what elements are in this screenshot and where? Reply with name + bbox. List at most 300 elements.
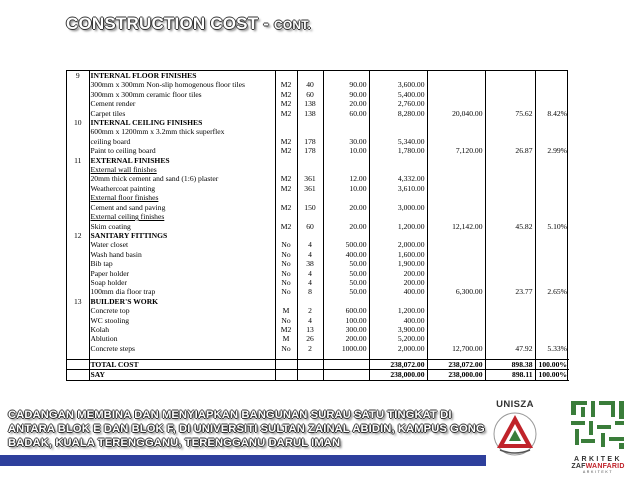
say-row bbox=[67, 370, 569, 380]
cell-pct bbox=[535, 118, 569, 127]
cell-sub bbox=[427, 231, 485, 240]
cell-desc: External floor finishes bbox=[89, 193, 275, 202]
table-row bbox=[67, 109, 569, 118]
table-row bbox=[67, 71, 569, 80]
table-row bbox=[67, 306, 569, 315]
cell-pct bbox=[535, 334, 569, 343]
cell-sub: 12,142.00 bbox=[427, 222, 485, 231]
table-row bbox=[67, 325, 569, 334]
cell-amt: 5,340.00 bbox=[369, 137, 427, 146]
cell-no bbox=[67, 344, 89, 353]
unisza-emblem-icon bbox=[490, 410, 540, 458]
cell-amt: 1,900.00 bbox=[369, 259, 427, 268]
cell-unit: M2 bbox=[275, 325, 297, 334]
cell-unit: No bbox=[275, 240, 297, 249]
cell-desc: TOTAL COST bbox=[89, 359, 275, 369]
cell-sub bbox=[427, 193, 485, 202]
cell-no bbox=[67, 137, 89, 146]
cell-unit: M2 bbox=[275, 137, 297, 146]
table-row bbox=[67, 222, 569, 231]
cell-psm bbox=[485, 231, 535, 240]
cell-qty bbox=[297, 156, 323, 165]
cell-desc: Cement render bbox=[89, 99, 275, 108]
cell-pct: 5.33% bbox=[535, 344, 569, 353]
cell-unit bbox=[275, 118, 297, 127]
cell-unit: M2 bbox=[275, 80, 297, 89]
cell-pct bbox=[535, 193, 569, 202]
cell-sub bbox=[427, 334, 485, 343]
cell-no bbox=[67, 99, 89, 108]
cell-unit bbox=[275, 297, 297, 306]
cell-psm: 45.82 bbox=[485, 222, 535, 231]
cell-rate: 60.00 bbox=[323, 109, 369, 118]
cell-sub bbox=[427, 80, 485, 89]
cell-unit: M2 bbox=[275, 90, 297, 99]
arkitek-logo-top: ARKITEK bbox=[574, 456, 622, 463]
cell-qty bbox=[297, 297, 323, 306]
cell-desc: Paper holder bbox=[89, 269, 275, 278]
cell-qty: 4 bbox=[297, 240, 323, 249]
cell-rate: 50.00 bbox=[323, 259, 369, 268]
cell-psm bbox=[485, 240, 535, 249]
cell-no: 11 bbox=[74, 155, 82, 165]
cell-desc: External wall finishes bbox=[89, 165, 275, 174]
cell-qty: 2 bbox=[297, 344, 323, 353]
footer-bar bbox=[0, 455, 486, 466]
cell-desc: 100mm dia floor trap bbox=[89, 287, 275, 296]
cell-qty bbox=[297, 359, 323, 369]
cell-rate: 400.00 bbox=[323, 250, 369, 259]
title-sep: - bbox=[258, 14, 275, 33]
cell-amt bbox=[369, 231, 427, 240]
cell-psm: 23.77 bbox=[485, 287, 535, 296]
cell-unit bbox=[275, 127, 297, 136]
cell-amt bbox=[369, 193, 427, 202]
cell-qty: 2 bbox=[297, 306, 323, 315]
cell-qty: 8 bbox=[297, 287, 323, 296]
cell-desc: Soap holder bbox=[89, 278, 275, 287]
cell-no bbox=[67, 80, 89, 89]
cell-pct: 100.00% bbox=[535, 370, 569, 380]
cell-unit: M bbox=[275, 334, 297, 343]
cell-psm: 898.38 bbox=[485, 359, 535, 369]
title-cont: CONT. bbox=[274, 18, 312, 32]
cell-desc: INTERNAL FLOOR FINISHES bbox=[89, 71, 275, 80]
cell-no: 9 bbox=[75, 71, 80, 80]
cell-pct bbox=[535, 297, 569, 306]
cell-sub bbox=[427, 325, 485, 334]
cell-unit: No bbox=[275, 259, 297, 268]
cell-sub bbox=[427, 259, 485, 268]
cell-psm bbox=[485, 278, 535, 287]
cell-amt: 8,280.00 bbox=[369, 109, 427, 118]
table-row bbox=[67, 259, 569, 268]
cell-rate: 12.00 bbox=[323, 174, 369, 183]
project-title bbox=[8, 408, 485, 450]
cell-pct bbox=[535, 250, 569, 259]
cell-psm: 47.92 bbox=[485, 344, 535, 353]
cell-rate: 20.00 bbox=[323, 99, 369, 108]
cell-rate bbox=[323, 165, 369, 174]
cell-qty: 4 bbox=[297, 316, 323, 325]
cell-desc: Bib tap bbox=[89, 259, 275, 268]
table-row bbox=[67, 231, 569, 240]
cell-no bbox=[67, 306, 89, 315]
cell-sub: 238,072.00 bbox=[427, 359, 485, 369]
cell-amt: 3,900.00 bbox=[369, 325, 427, 334]
cell-rate: 1000.00 bbox=[323, 344, 369, 353]
arkitek-name-b: WANFARID bbox=[585, 463, 625, 470]
cell-sub bbox=[427, 297, 485, 306]
arkitek-logo-sub: ARKITEKT bbox=[582, 470, 614, 474]
project-title-line: BADAK, KUALA TERENGGANU, TERENGGANU DARUL IMAN bbox=[8, 437, 341, 449]
cell-sub bbox=[427, 71, 485, 80]
cell-pct bbox=[535, 137, 569, 146]
project-title-line: ANTARA BLOK E DAN BLOK F, DI UNIVERSITI SULTAN ZAINAL ABIDIN, KAMPUS GONG bbox=[8, 423, 485, 435]
cell-rate: 500.00 bbox=[323, 240, 369, 249]
table-row bbox=[67, 118, 569, 127]
cell-sub bbox=[427, 316, 485, 325]
cell-qty: 40 bbox=[297, 80, 323, 89]
cell-sub bbox=[427, 156, 485, 165]
cell-unit: M2 bbox=[275, 174, 297, 183]
cell-desc: Cement and sand paving bbox=[89, 203, 275, 212]
cell-desc: Wash hand basin bbox=[89, 250, 275, 259]
cell-rate: 20.00 bbox=[323, 222, 369, 231]
cell-desc: ceiling board bbox=[89, 137, 275, 146]
cell-pct: 2.65% bbox=[535, 287, 569, 296]
cell-sub bbox=[427, 203, 485, 212]
cell-rate: 600.00 bbox=[323, 306, 369, 315]
cell-sub bbox=[427, 278, 485, 287]
cell-rate bbox=[323, 193, 369, 202]
cell-qty bbox=[297, 127, 323, 136]
cell-amt: 4,332.00 bbox=[369, 174, 427, 183]
cell-qty: 4 bbox=[297, 269, 323, 278]
cell-no bbox=[67, 325, 89, 334]
cell-pct bbox=[535, 203, 569, 212]
cell-psm: 898.11 bbox=[485, 370, 535, 380]
cell-psm bbox=[485, 99, 535, 108]
cell-amt: 1,780.00 bbox=[369, 146, 427, 155]
cell-pct bbox=[535, 184, 569, 193]
cell-pct bbox=[535, 269, 569, 278]
cell-no bbox=[67, 269, 89, 278]
cell-psm bbox=[485, 127, 535, 136]
table-row bbox=[67, 203, 569, 212]
cell-rate: 50.00 bbox=[323, 278, 369, 287]
cell-rate: 50.00 bbox=[323, 287, 369, 296]
cell-no bbox=[67, 127, 89, 136]
table-row bbox=[67, 184, 569, 193]
cell-desc: Kolah bbox=[89, 325, 275, 334]
cell-desc: 300mm x 300mm Non-slip homogenous floor tiles bbox=[89, 80, 275, 89]
cell-psm bbox=[485, 269, 535, 278]
table-row bbox=[67, 127, 569, 136]
table-row bbox=[67, 316, 569, 325]
table-row bbox=[67, 80, 569, 89]
cell-rate: 90.00 bbox=[323, 80, 369, 89]
cell-sub bbox=[427, 306, 485, 315]
cell-no bbox=[67, 184, 89, 193]
cell-amt: 200.00 bbox=[369, 278, 427, 287]
cell-sub bbox=[427, 90, 485, 99]
cell-amt bbox=[369, 118, 427, 127]
cell-unit bbox=[275, 212, 297, 221]
cell-psm bbox=[485, 212, 535, 221]
cell-unit bbox=[275, 231, 297, 240]
cell-desc: Skim coating bbox=[89, 222, 275, 231]
cell-amt: 2,760.00 bbox=[369, 99, 427, 108]
cell-desc: EXTERNAL FINISHES bbox=[89, 156, 275, 165]
cell-no: 12 bbox=[73, 230, 82, 240]
cell-no bbox=[67, 240, 89, 249]
cell-psm bbox=[485, 193, 535, 202]
cell-no: 10 bbox=[73, 118, 82, 128]
cell-qty: 178 bbox=[297, 146, 323, 155]
cell-no bbox=[67, 212, 89, 221]
cell-desc: SANITARY FITTINGS bbox=[89, 231, 275, 240]
cell-pct: 5.10% bbox=[535, 222, 569, 231]
cell-sub: 12,700.00 bbox=[427, 344, 485, 353]
cell-rate bbox=[323, 127, 369, 136]
cell-sub bbox=[427, 99, 485, 108]
cell-amt: 5,200.00 bbox=[369, 334, 427, 343]
cell-pct bbox=[535, 156, 569, 165]
cell-qty: 138 bbox=[297, 99, 323, 108]
cell-rate bbox=[323, 297, 369, 306]
cell-pct: 2.99% bbox=[535, 146, 569, 155]
cell-qty: 361 bbox=[297, 174, 323, 183]
cell-psm bbox=[485, 316, 535, 325]
cell-pct bbox=[535, 325, 569, 334]
cell-amt: 3,600.00 bbox=[369, 80, 427, 89]
cell-unit: No bbox=[275, 316, 297, 325]
cell-qty bbox=[297, 231, 323, 240]
cell-qty bbox=[297, 165, 323, 174]
cell-qty: 150 bbox=[297, 203, 323, 212]
cell-qty: 13 bbox=[297, 325, 323, 334]
cost-table bbox=[67, 71, 569, 381]
cell-desc: Ablution bbox=[89, 334, 275, 343]
cell-desc: Weathercoat painting bbox=[89, 184, 275, 193]
cell-desc: BUILDER'S WORK bbox=[89, 297, 275, 306]
cell-unit bbox=[275, 359, 297, 369]
cell-amt bbox=[369, 297, 427, 306]
cell-rate: 20.00 bbox=[323, 203, 369, 212]
cell-amt: 5,400.00 bbox=[369, 90, 427, 99]
cell-psm: 75.62 bbox=[485, 109, 535, 118]
cell-sub: 238,000.00 bbox=[427, 370, 485, 380]
cell-unit bbox=[275, 193, 297, 202]
cell-desc: INTERNAL CEILING FINISHES bbox=[89, 118, 275, 127]
cell-qty: 60 bbox=[297, 90, 323, 99]
cell-unit: M2 bbox=[275, 109, 297, 118]
cell-no bbox=[67, 250, 89, 259]
cell-amt bbox=[369, 212, 427, 221]
cell-qty bbox=[297, 118, 323, 127]
cell-rate: 30.00 bbox=[323, 137, 369, 146]
cell-pct bbox=[535, 127, 569, 136]
table-row bbox=[67, 287, 569, 296]
cell-amt: 200.00 bbox=[369, 269, 427, 278]
cell-pct bbox=[535, 90, 569, 99]
cell-pct bbox=[535, 71, 569, 80]
cell-amt: 3,000.00 bbox=[369, 203, 427, 212]
cell-sub bbox=[427, 269, 485, 278]
cell-rate: 10.00 bbox=[323, 184, 369, 193]
table-row bbox=[67, 278, 569, 287]
cell-unit: M2 bbox=[275, 203, 297, 212]
cell-pct: 8.42% bbox=[535, 109, 569, 118]
table-row bbox=[67, 334, 569, 343]
cell-pct bbox=[535, 174, 569, 183]
arkitek-emblem-icon bbox=[567, 399, 629, 451]
cell-no bbox=[67, 222, 89, 231]
cell-amt: 238,072.00 bbox=[369, 359, 427, 369]
cell-sub: 6,300.00 bbox=[427, 287, 485, 296]
cell-rate bbox=[323, 212, 369, 221]
cell-desc: Water closet bbox=[89, 240, 275, 249]
cell-psm bbox=[485, 184, 535, 193]
unisza-logo bbox=[490, 399, 540, 461]
cell-qty: 38 bbox=[297, 259, 323, 268]
cell-no bbox=[67, 90, 89, 99]
cell-unit: No bbox=[275, 287, 297, 296]
cell-psm bbox=[485, 325, 535, 334]
cell-amt: 3,610.00 bbox=[369, 184, 427, 193]
cell-rate bbox=[323, 359, 369, 369]
cell-pct bbox=[535, 231, 569, 240]
table-row bbox=[67, 344, 569, 353]
cell-no bbox=[67, 334, 89, 343]
cell-psm: 26.87 bbox=[485, 146, 535, 155]
cell-psm bbox=[485, 297, 535, 306]
cell-sub bbox=[427, 184, 485, 193]
cell-psm bbox=[485, 71, 535, 80]
cell-no bbox=[67, 278, 89, 287]
cell-pct bbox=[535, 259, 569, 268]
cell-desc: WC stooling bbox=[89, 316, 275, 325]
cell-desc: 20mm thick cement and sand (1:6) plaster bbox=[89, 174, 275, 183]
cell-desc: Concrete steps bbox=[89, 344, 275, 353]
cell-rate bbox=[323, 156, 369, 165]
cell-psm bbox=[485, 156, 535, 165]
cell-unit: M2 bbox=[275, 184, 297, 193]
cell-no bbox=[67, 287, 89, 296]
cell-psm bbox=[485, 174, 535, 183]
cell-qty: 361 bbox=[297, 184, 323, 193]
table-row bbox=[67, 156, 569, 165]
table-row bbox=[67, 146, 569, 155]
cell-psm bbox=[485, 203, 535, 212]
unisza-logo-text: UNISZA bbox=[496, 399, 534, 410]
cell-rate: 100.00 bbox=[323, 316, 369, 325]
cell-rate bbox=[323, 71, 369, 80]
table-row bbox=[67, 212, 569, 221]
arkitek-name-a: ZAF bbox=[571, 463, 586, 470]
cell-rate bbox=[323, 370, 369, 380]
cell-qty bbox=[297, 212, 323, 221]
project-title-line: CADANGAN MEMBINA DAN MENYIAPKAN BANGUNAN SURAU SATU TINGKAT DI bbox=[8, 409, 452, 421]
cell-psm bbox=[485, 250, 535, 259]
cell-unit: M2 bbox=[275, 222, 297, 231]
cell-no bbox=[67, 146, 89, 155]
cell-no bbox=[67, 165, 89, 174]
cell-unit: M2 bbox=[275, 146, 297, 155]
cell-rate bbox=[323, 118, 369, 127]
table-row bbox=[67, 250, 569, 259]
cell-desc: Paint to ceiling board bbox=[89, 146, 275, 155]
cell-unit bbox=[275, 370, 297, 380]
cell-amt: 400.00 bbox=[369, 287, 427, 296]
cell-unit: No bbox=[275, 344, 297, 353]
cell-no bbox=[67, 193, 89, 202]
page-title bbox=[66, 14, 311, 34]
cell-qty bbox=[297, 71, 323, 80]
cell-unit bbox=[275, 71, 297, 80]
table-row bbox=[67, 99, 569, 108]
cell-desc: 600mm x 1200mm x 3.2mm thick superflex bbox=[89, 127, 275, 136]
cell-pct bbox=[535, 212, 569, 221]
cell-pct bbox=[535, 165, 569, 174]
cell-no: 13 bbox=[73, 296, 82, 306]
cell-amt: 1,200.00 bbox=[369, 306, 427, 315]
cell-sub: 7,120.00 bbox=[427, 146, 485, 155]
cell-qty bbox=[297, 370, 323, 380]
cell-amt: 238,000.00 bbox=[369, 370, 427, 380]
cell-no bbox=[67, 316, 89, 325]
cell-rate: 200.00 bbox=[323, 334, 369, 343]
cell-desc: Carpet tiles bbox=[89, 109, 275, 118]
cell-unit: M bbox=[275, 306, 297, 315]
cell-qty: 26 bbox=[297, 334, 323, 343]
cell-pct bbox=[535, 306, 569, 315]
cell-unit: No bbox=[275, 278, 297, 287]
cell-amt: 1,600.00 bbox=[369, 250, 427, 259]
cell-pct: 100.00% bbox=[535, 359, 569, 369]
cell-amt: 1,200.00 bbox=[369, 222, 427, 231]
table-row bbox=[67, 193, 569, 202]
cell-pct bbox=[535, 278, 569, 287]
cell-psm bbox=[485, 165, 535, 174]
arkitek-logo-name bbox=[567, 463, 629, 470]
cell-sub bbox=[427, 127, 485, 136]
total-row bbox=[67, 359, 569, 369]
cell-qty: 178 bbox=[297, 137, 323, 146]
cell-desc: Concrete top bbox=[89, 306, 275, 315]
cell-psm bbox=[485, 90, 535, 99]
cell-amt bbox=[369, 156, 427, 165]
table-row bbox=[67, 269, 569, 278]
cell-sub bbox=[427, 118, 485, 127]
cell-qty bbox=[297, 193, 323, 202]
cell-pct bbox=[535, 99, 569, 108]
cost-table-container bbox=[66, 70, 568, 381]
cell-rate bbox=[323, 231, 369, 240]
cell-qty: 4 bbox=[297, 250, 323, 259]
cell-no bbox=[67, 359, 89, 369]
table-row bbox=[67, 174, 569, 183]
cell-amt: 2,000.00 bbox=[369, 240, 427, 249]
cell-rate: 90.00 bbox=[323, 90, 369, 99]
cell-psm bbox=[485, 306, 535, 315]
cell-psm bbox=[485, 118, 535, 127]
cell-amt bbox=[369, 127, 427, 136]
title-main: CONSTRUCTION COST bbox=[66, 14, 259, 33]
cell-sub bbox=[427, 165, 485, 174]
cell-unit bbox=[275, 156, 297, 165]
